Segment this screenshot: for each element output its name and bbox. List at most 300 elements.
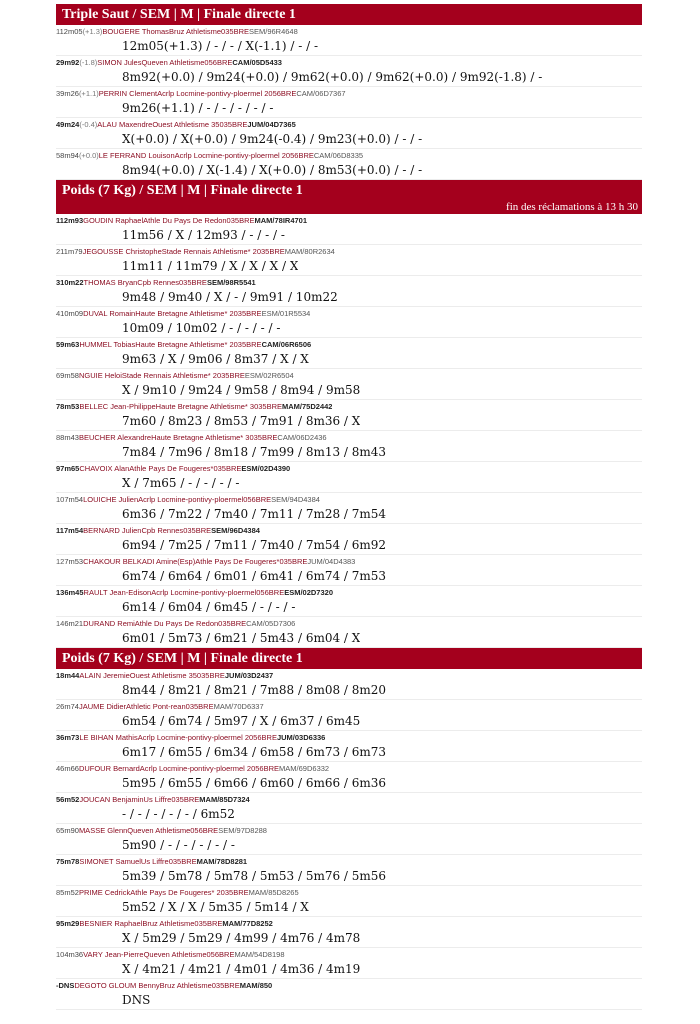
wind-reading: (-1.8) bbox=[79, 58, 98, 67]
attempt-series: 8m92(+0.0) / 9m24(+0.0) / 9m62(+0.0) / 9m62(+0.0) / 9m92(-1.8) / - bbox=[122, 70, 543, 84]
performance bbox=[60, 371, 79, 380]
result-row bbox=[56, 948, 642, 979]
athlete-line bbox=[56, 949, 285, 960]
result-row bbox=[56, 762, 642, 793]
place: 5 bbox=[56, 340, 61, 349]
category: MAM/85 bbox=[199, 795, 228, 804]
attempt-series: 5m95 / 6m55 / 6m66 / 6m60 / 6m66 / 6m36 bbox=[122, 776, 387, 790]
level: D8 bbox=[244, 826, 255, 835]
category: MAM/85 bbox=[239, 981, 269, 990]
athlete-line bbox=[56, 26, 298, 37]
athlete-line bbox=[56, 215, 307, 226]
level: D6 bbox=[303, 733, 313, 742]
athlete-name: JEGOUSSE Christophe bbox=[82, 247, 162, 256]
place: 6 bbox=[56, 826, 61, 835]
performance bbox=[64, 526, 83, 535]
performance bbox=[64, 588, 83, 597]
points: 383 bbox=[342, 557, 356, 566]
place: 1 bbox=[56, 27, 60, 36]
event-title: Poids (7 Kg) / SEM | M | Finale directe 1 bbox=[56, 180, 642, 201]
region: BRE bbox=[195, 526, 212, 535]
level: R4 bbox=[275, 27, 286, 36]
region: BRE bbox=[219, 950, 235, 959]
performance bbox=[60, 795, 79, 804]
category: JUM/03 bbox=[224, 671, 252, 680]
best-mark: 9m26 bbox=[60, 89, 79, 98]
result-row bbox=[56, 669, 642, 700]
performance bbox=[60, 764, 79, 773]
region: BRE bbox=[229, 371, 245, 380]
athlete-line bbox=[56, 57, 282, 68]
level: IR4 bbox=[282, 216, 295, 225]
region: BRE bbox=[263, 764, 280, 773]
best-mark: 6m21 bbox=[64, 619, 84, 628]
athlete-line bbox=[56, 150, 363, 161]
level: D7 bbox=[273, 120, 284, 129]
points: 198 bbox=[271, 950, 285, 959]
club-name: Acrlp Locmine-pontivy-ploermel 2 bbox=[137, 733, 250, 742]
region: BRE bbox=[233, 27, 249, 36]
level: D7 bbox=[323, 89, 334, 98]
points: 367 bbox=[333, 89, 346, 98]
place: - bbox=[56, 981, 59, 990]
athlete-name: SIMON Jules bbox=[97, 58, 142, 67]
category: MAM/85 bbox=[248, 888, 277, 897]
department: 035 bbox=[219, 120, 232, 129]
place: 6 bbox=[56, 371, 61, 380]
athlete-name: BEUCHER Alexandre bbox=[78, 433, 152, 442]
category: MAM/54 bbox=[234, 950, 263, 959]
level: R2 bbox=[312, 247, 323, 256]
performance bbox=[60, 309, 83, 318]
performance bbox=[60, 151, 99, 160]
athlete-line bbox=[56, 980, 272, 991]
region: BRE bbox=[191, 278, 207, 287]
level: D8 bbox=[224, 857, 235, 866]
athlete-line bbox=[56, 308, 310, 319]
points: 437 bbox=[260, 671, 274, 680]
department: 035 bbox=[226, 216, 240, 225]
attempt-series: 8m44 / 8m21 / 8m21 / 7m88 / 8m08 / 8m20 bbox=[122, 683, 387, 697]
result-row bbox=[56, 149, 642, 180]
result-row bbox=[56, 493, 642, 524]
performance bbox=[60, 27, 103, 36]
result-row bbox=[56, 917, 642, 948]
department: 035 bbox=[218, 619, 231, 628]
athlete-line bbox=[56, 587, 333, 598]
results-document bbox=[56, 4, 642, 1010]
wind-reading: (+1.3) bbox=[82, 27, 103, 36]
level: D8 bbox=[262, 950, 272, 959]
place: 4 bbox=[56, 120, 61, 129]
athlete-name: THOMAS Bryan bbox=[83, 278, 138, 287]
category: MAM/78 bbox=[254, 216, 283, 225]
athlete-name: SIMONET Samuel bbox=[79, 857, 141, 866]
region: BRE bbox=[246, 309, 262, 318]
department: 035 bbox=[171, 795, 184, 804]
points: 332 bbox=[316, 764, 330, 773]
performance bbox=[60, 120, 97, 129]
performance bbox=[64, 557, 83, 566]
attempt-series: 6m74 / 6m64 / 6m01 / 6m41 / 6m74 / 7m53 bbox=[122, 569, 387, 583]
points: 288 bbox=[254, 826, 267, 835]
result-row bbox=[56, 700, 642, 731]
club-name: Queven Athletisme bbox=[141, 58, 205, 67]
best-mark: 7m54 bbox=[64, 495, 84, 504]
region: BRE bbox=[224, 981, 240, 990]
category: MAM/70 bbox=[213, 702, 242, 711]
result-row bbox=[56, 586, 642, 617]
best-mark: 5m90 bbox=[60, 826, 79, 835]
level: D8 bbox=[250, 919, 261, 928]
wind-reading: (+0.0) bbox=[78, 151, 99, 160]
place: 10 bbox=[56, 950, 65, 959]
event-section bbox=[56, 648, 642, 1010]
athlete-name: LE FERRAND Louison bbox=[98, 151, 175, 160]
club-name: Cpb Rennes bbox=[137, 278, 179, 287]
athlete-name: ALAIN Jeremie bbox=[79, 671, 130, 680]
points: 384 bbox=[307, 495, 320, 504]
place: 3 bbox=[56, 89, 61, 98]
best-mark: 9m24 bbox=[60, 120, 80, 129]
attempt-series: 6m01 / 5m73 / 6m21 / 5m43 / 6m04 / X bbox=[122, 631, 361, 645]
athlete-name: BOUGERE Thomas bbox=[102, 27, 169, 36]
club-name: Athle Pays De Fougeres* bbox=[195, 557, 280, 566]
athlete-name: MASSE Glenn bbox=[78, 826, 128, 835]
level: D2 bbox=[310, 402, 320, 411]
department: 035 bbox=[183, 526, 196, 535]
athlete-line bbox=[56, 432, 327, 443]
points: 265 bbox=[286, 888, 299, 897]
result-row bbox=[56, 524, 642, 555]
club-name: Haute Bretagne Athletisme* 3 bbox=[155, 402, 255, 411]
region: BRE bbox=[216, 58, 233, 67]
performance bbox=[60, 888, 79, 897]
department: 035 bbox=[233, 340, 247, 349]
place: 4 bbox=[56, 309, 61, 318]
club-name: Athle Pays De Fougeres* bbox=[129, 464, 214, 473]
wind-reading: (+1.1) bbox=[78, 89, 99, 98]
place: 9 bbox=[56, 919, 61, 928]
region: BRE bbox=[230, 619, 247, 628]
performance bbox=[60, 247, 82, 256]
department: 056 bbox=[268, 89, 281, 98]
region: BRE bbox=[198, 702, 214, 711]
club-name: Queven Athletisme bbox=[127, 826, 191, 835]
points: 634 bbox=[322, 247, 335, 256]
place: 5 bbox=[56, 795, 61, 804]
best-mark: 8m44 bbox=[60, 671, 80, 680]
performance bbox=[60, 671, 79, 680]
points: 384 bbox=[247, 526, 260, 535]
department: 056 bbox=[251, 764, 264, 773]
department: 035 bbox=[185, 702, 199, 711]
athlete-name: JOUCAN Benjamin bbox=[79, 795, 144, 804]
performance bbox=[60, 464, 79, 473]
club-name: Stade Rennais Athletisme* 2 bbox=[161, 247, 257, 256]
result-row bbox=[56, 369, 642, 400]
performance bbox=[60, 402, 79, 411]
attempt-series: 12m05(+1.3) / - / - / X(-1.1) / - / - bbox=[122, 39, 319, 53]
performance bbox=[60, 433, 79, 442]
club-name: Acrlp Locmine-pontivy-ploermel 2 bbox=[174, 151, 286, 160]
result-row bbox=[56, 979, 642, 1010]
category: MAM/69 bbox=[279, 764, 307, 773]
place: 7 bbox=[56, 402, 61, 411]
category: SEM/96 bbox=[248, 27, 276, 36]
performance bbox=[60, 340, 79, 349]
athlete-name: LOUICHE Julien bbox=[83, 495, 139, 504]
result-row bbox=[56, 793, 642, 824]
club-name: Stade Rennais Athletisme* 2 bbox=[121, 371, 217, 380]
place: 9 bbox=[56, 464, 61, 473]
points: 648 bbox=[285, 27, 298, 36]
event-title: Poids (7 Kg) / SEM | M | Finale directe 1 bbox=[56, 648, 642, 669]
best-mark: 6m52 bbox=[60, 795, 80, 804]
category: SEM/94 bbox=[271, 495, 298, 504]
department: 035 bbox=[220, 888, 234, 897]
club-name: Us Liffre bbox=[143, 795, 172, 804]
department: 035 bbox=[254, 402, 267, 411]
region: BRE bbox=[181, 857, 197, 866]
best-mark: 5m29 bbox=[60, 919, 80, 928]
level: D8 bbox=[340, 151, 351, 160]
athlete-line bbox=[56, 794, 250, 805]
department: 035 bbox=[211, 981, 225, 990]
region: BRE bbox=[291, 557, 308, 566]
place: 12 bbox=[56, 557, 65, 566]
athlete-name: PERRIN Clement bbox=[98, 89, 158, 98]
department: 056 bbox=[249, 733, 262, 742]
best-mark: 8m53 bbox=[60, 402, 80, 411]
athlete-name: DUFOUR Bernard bbox=[78, 764, 140, 773]
category: CAM/06 bbox=[296, 89, 324, 98]
points: 0 bbox=[268, 981, 273, 990]
category: JUM/04 bbox=[307, 557, 334, 566]
attempt-series: 5m39 / 5m78 / 5m78 / 5m53 / 5m76 / 5m56 bbox=[122, 869, 387, 883]
place: 2 bbox=[56, 702, 61, 711]
athlete-line bbox=[56, 556, 355, 567]
attempt-series: 9m63 / X / 9m06 / 8m37 / X / X bbox=[122, 352, 309, 366]
best-mark: 12m05 bbox=[59, 27, 83, 36]
club-name: Bruz Athletisme bbox=[159, 981, 212, 990]
department: 035 bbox=[256, 247, 270, 256]
result-row bbox=[56, 307, 642, 338]
performance bbox=[60, 919, 79, 928]
club-name: Athle Du Pays De Redon bbox=[143, 216, 227, 225]
category: SEM/98 bbox=[206, 278, 234, 287]
best-mark: 10m09 bbox=[60, 309, 84, 318]
best-mark: 6m73 bbox=[60, 733, 80, 742]
level: D4 bbox=[333, 557, 343, 566]
department: 035 bbox=[179, 278, 192, 287]
athlete-name: BERNARD Julien bbox=[83, 526, 142, 535]
attempt-series: 10m09 / 10m02 / - / - / - / - bbox=[122, 321, 281, 335]
athlete-name: RAULT Jean-Edison bbox=[83, 588, 152, 597]
best-mark: 9m63 bbox=[60, 340, 80, 349]
athlete-name: LE BIHAN Mathis bbox=[79, 733, 138, 742]
category: MAM/78 bbox=[196, 857, 225, 866]
attempt-series: 6m14 / 6m04 / 6m45 / - / - / - bbox=[122, 600, 296, 614]
department: 035 bbox=[196, 671, 210, 680]
athlete-name: DEGOTO GLOUM Benny bbox=[74, 981, 160, 990]
region: BRE bbox=[239, 216, 255, 225]
performance bbox=[60, 733, 79, 742]
attempt-series: 8m94(+0.0) / X(-1.4) / X(+0.0) / 8m53(+0.0) / - / - bbox=[122, 163, 423, 177]
best-mark: 12m93 bbox=[59, 216, 84, 225]
athlete-name: JAUME Didier bbox=[78, 702, 127, 711]
result-row bbox=[56, 555, 642, 586]
athlete-line bbox=[56, 701, 264, 712]
department: 056 bbox=[206, 950, 220, 959]
athlete-line bbox=[56, 246, 335, 257]
result-row bbox=[56, 431, 642, 462]
points: 433 bbox=[269, 58, 282, 67]
region: BRE bbox=[266, 402, 282, 411]
attempt-series: 5m52 / X / X / 5m35 / 5m14 / X bbox=[122, 900, 309, 914]
region: BRE bbox=[202, 826, 219, 835]
level: D7 bbox=[310, 588, 321, 597]
attempt-series: - / - / - / - / - / 6m52 bbox=[122, 807, 235, 821]
best-mark: 5m78 bbox=[60, 857, 80, 866]
athlete-line bbox=[56, 370, 294, 381]
attempt-series: 5m90 / - / - / - / - / - bbox=[122, 838, 235, 852]
department: 035 bbox=[216, 371, 230, 380]
category: JUM/03 bbox=[276, 733, 304, 742]
athlete-line bbox=[56, 670, 273, 681]
attempt-series: 11m11 / 11m79 / X / X / X / X bbox=[122, 259, 299, 273]
result-row bbox=[56, 855, 642, 886]
department: 056 bbox=[190, 826, 203, 835]
best-mark: 7m53 bbox=[64, 557, 84, 566]
attempt-series: 6m54 / 6m74 / 5m97 / X / 6m37 / 6m45 bbox=[122, 714, 361, 728]
category: ESM/01 bbox=[261, 309, 289, 318]
attempt-series: 11m56 / X / 12m93 / - / - / - bbox=[122, 228, 285, 242]
athlete-name: HUMMEL Tobias bbox=[79, 340, 136, 349]
points: 701 bbox=[294, 216, 308, 225]
place: 10 bbox=[56, 495, 65, 504]
region: BRE bbox=[255, 495, 272, 504]
points: 335 bbox=[350, 151, 364, 160]
category: MAM/80 bbox=[284, 247, 313, 256]
club-name: Athle Du Pays De Redon bbox=[134, 619, 219, 628]
category: ESM/02 bbox=[244, 371, 272, 380]
event-section bbox=[56, 4, 642, 180]
level: D6 bbox=[241, 702, 252, 711]
best-mark: 9m92 bbox=[60, 58, 80, 67]
wind-reading: (-0.4) bbox=[79, 120, 98, 129]
category: CAM/06 bbox=[313, 151, 341, 160]
points: 324 bbox=[237, 795, 250, 804]
best-mark: 11m79 bbox=[60, 247, 83, 256]
level: D4 bbox=[297, 495, 308, 504]
athlete-name: DUVAL Romain bbox=[83, 309, 136, 318]
level: D7 bbox=[273, 619, 283, 628]
points: 336 bbox=[312, 733, 326, 742]
category: SEM/96 bbox=[211, 526, 238, 535]
attempt-series: 7m60 / 8m23 / 8m53 / 7m91 / 8m36 / X bbox=[122, 414, 361, 428]
department: 056 bbox=[285, 151, 299, 160]
attempt-series: 9m48 / 9m40 / X / - / 9m91 / 10m22 bbox=[122, 290, 338, 304]
performance bbox=[64, 619, 83, 628]
best-mark: 8m94 bbox=[60, 151, 79, 160]
athlete-line bbox=[56, 525, 260, 536]
region: BRE bbox=[231, 120, 248, 129]
level: R6 bbox=[289, 340, 299, 349]
category: ESM/02 bbox=[241, 464, 269, 473]
region: BRE bbox=[268, 588, 285, 597]
points: 320 bbox=[320, 588, 333, 597]
athlete-name: CHAKOUR BELKADI Amine(Esp) bbox=[83, 557, 196, 566]
best-mark: 9m58 bbox=[60, 371, 79, 380]
performance bbox=[60, 278, 83, 287]
department: 035 bbox=[221, 27, 234, 36]
region: BRE bbox=[225, 464, 242, 473]
category: CAM/05 bbox=[232, 58, 260, 67]
region: BRE bbox=[261, 733, 277, 742]
department: 056 bbox=[204, 58, 217, 67]
club-name: Haute Bretagne Athletisme* 3 bbox=[151, 433, 250, 442]
event-title: Triple Saut / SEM | M | Finale directe 1 bbox=[56, 4, 642, 25]
level: D5 bbox=[259, 58, 270, 67]
place: 1 bbox=[56, 216, 60, 225]
performance bbox=[60, 702, 79, 711]
result-row bbox=[56, 245, 642, 276]
performance bbox=[64, 950, 83, 959]
level: R6 bbox=[271, 371, 282, 380]
attempt-series: 7m84 / 7m96 / 8m18 / 7m99 / 8m13 / 8m43 bbox=[122, 445, 387, 459]
attempt-series: X / 9m10 / 9m24 / 9m58 / 8m94 / 9m58 bbox=[122, 383, 361, 397]
department: 035 bbox=[233, 309, 247, 318]
club-name: Haute Bretagne Athletisme* 2 bbox=[135, 340, 234, 349]
athlete-line bbox=[56, 277, 256, 288]
result-row bbox=[56, 731, 642, 762]
athlete-line bbox=[56, 887, 299, 898]
performance bbox=[60, 826, 79, 835]
best-mark: 10m22 bbox=[60, 278, 84, 287]
department: 056 bbox=[243, 495, 256, 504]
athlete-line bbox=[56, 618, 295, 629]
club-name: Ouest Athletisme 35 bbox=[129, 671, 197, 680]
region: BRE bbox=[206, 919, 223, 928]
club-name: Queven Athletisme bbox=[143, 950, 207, 959]
region: BRE bbox=[280, 89, 297, 98]
place: 8 bbox=[56, 433, 61, 442]
athlete-name: NGUIE Heloi bbox=[78, 371, 122, 380]
athlete-name: PRIME Cedrick bbox=[78, 888, 131, 897]
best-mark: 7m54 bbox=[63, 526, 84, 535]
points: 534 bbox=[297, 309, 311, 318]
athlete-line bbox=[56, 339, 311, 350]
best-mark: 4m36 bbox=[64, 950, 84, 959]
points: 436 bbox=[314, 433, 327, 442]
club-name: Athletic Pont-rean bbox=[126, 702, 186, 711]
athlete-name: BESNIER Raphael bbox=[79, 919, 143, 928]
level: D7 bbox=[227, 795, 238, 804]
result-row bbox=[56, 886, 642, 917]
result-row bbox=[56, 276, 642, 307]
points: 541 bbox=[243, 278, 256, 287]
place: 3 bbox=[56, 733, 61, 742]
athlete-line bbox=[56, 732, 325, 743]
club-name: Bruz Athletisme bbox=[168, 27, 222, 36]
athlete-line bbox=[56, 401, 332, 412]
level: D4 bbox=[268, 464, 278, 473]
place: 1 bbox=[56, 671, 61, 680]
best-mark: 5m52 bbox=[60, 888, 79, 897]
result-row bbox=[56, 617, 642, 648]
athlete-name: ALAU Maxendre bbox=[97, 120, 153, 129]
